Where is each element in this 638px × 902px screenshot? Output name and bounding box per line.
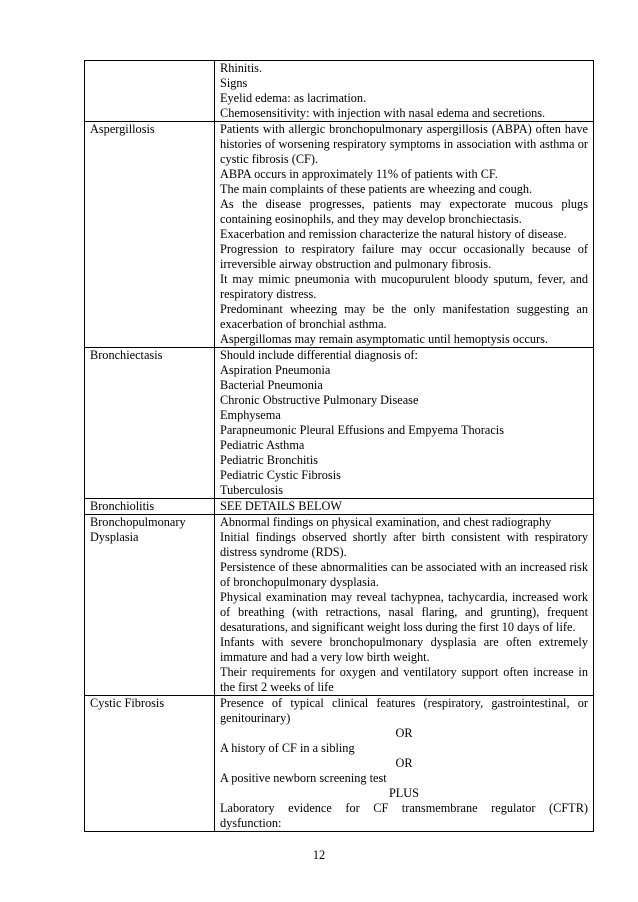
details-cell [215, 515, 594, 696]
detail-line: Laboratory evidence for CF transmembrane regulator (CFTR) dysfunction: [220, 801, 588, 830]
details-cell [215, 499, 594, 515]
diagnosis-table [84, 60, 594, 832]
detail-line: Initial findings observed shortly after birth consistent with respiratory distress syndrome (RDS). [220, 530, 588, 559]
term-cell: Aspergillosis [85, 122, 215, 348]
detail-line: Progression to respiratory failure may occur occasionally because of irreversible airway obstruction and pulmonary fibrosis. [220, 242, 588, 271]
detail-line: Exacerbation and remission characterize the natural history of disease. [220, 227, 567, 241]
detail-line: Physical examination may reveal tachypnea, tachycardia, increased work of breathing (with retractions, nasal flaring, and grunting), frequent desaturations, and significant weight loss during the first 10 days of life. [220, 590, 588, 634]
detail-line: Signs [220, 76, 248, 90]
detail-line: Infants with severe bronchopulmonary dysplasia are often extremely immature and had a very low birth weight. [220, 635, 588, 664]
term-cell: Cystic Fibrosis [85, 696, 215, 832]
detail-line: Presence of typical clinical features (respiratory, gastrointestinal, or genitourinary) [220, 696, 588, 725]
detail-line: Chemosensitivity: with injection with nasal edema and secretions. [220, 106, 546, 120]
term-cell: Bronchiolitis [85, 499, 215, 515]
detail-line: A positive newborn screening test [220, 771, 387, 785]
detail-line-or: OR [395, 726, 413, 740]
detail-line: Eyelid edema: as lacrimation. [220, 91, 367, 105]
table-row-bronchiolitis [85, 499, 594, 515]
detail-line: Patients with allergic bronchopulmonary aspergillosis (ABPA) often have histories of worsening respiratory symptoms in association with asthma or cystic fibrosis (CF). [220, 122, 588, 166]
detail-line: ABPA occurs in approximately 11% of patients with CF. [220, 167, 498, 181]
table-row-aspergillosis [85, 122, 594, 348]
detail-line: Should include differential diagnosis of: [220, 348, 418, 362]
detail-line: Bacterial Pneumonia [220, 378, 323, 392]
table-row-bronchopulmonary-dysplasia [85, 515, 594, 696]
term-cell: Bronchiectasis [85, 348, 215, 499]
detail-line: It may mimic pneumonia with mucopurulent bloody sputum, fever, and respiratory distress. [220, 272, 588, 301]
detail-line: Chronic Obstructive Pulmonary Disease [220, 393, 419, 407]
detail-line: Pediatric Cystic Fibrosis [220, 468, 341, 482]
detail-line: Aspiration Pneumonia [220, 363, 331, 377]
details-cell [215, 348, 594, 499]
details-cell [215, 696, 594, 832]
table-row-bronchiectasis [85, 348, 594, 499]
detail-line: A history of CF in a sibling [220, 741, 355, 755]
table-row-cystic-fibrosis [85, 696, 594, 832]
detail-line: Aspergillomas may remain asymptomatic until hemoptysis occurs. [220, 332, 548, 346]
detail-line: Their requirements for oxygen and ventilatory support often increase in the first 2 weeks of life [220, 665, 588, 694]
details-cell [215, 61, 594, 122]
detail-line: Tuberculosis [220, 483, 284, 497]
detail-line: Emphysema [220, 408, 281, 422]
detail-line-or: OR [395, 756, 413, 770]
detail-line: SEE DETAILS BELOW [220, 499, 342, 513]
detail-line: Predominant wheezing may be the only manifestation suggesting an exacerbation of bronchial asthma. [220, 302, 588, 331]
detail-line: Persistence of these abnormalities can be associated with an increased risk of bronchopulmonary dysplasia. [220, 560, 588, 589]
term-cell: Bronchopulmonary Dysplasia [85, 515, 215, 696]
detail-line: Pediatric Bronchitis [220, 453, 319, 467]
detail-line-plus: PLUS [388, 786, 420, 800]
detail-line: Abnormal findings on physical examination, and chest radiography [220, 515, 552, 529]
detail-line: Rhinitis. [220, 61, 263, 75]
detail-line: Parapneumonic Pleural Effusions and Empyema Thoracis [220, 423, 505, 437]
table-row-continued [85, 61, 594, 122]
detail-line: As the disease progresses, patients may expectorate mucous plugs containing eosinophils, and they may develop bronchiectasis. [220, 197, 588, 226]
page-number: 12 [312, 848, 326, 862]
detail-line: The main complaints of these patients are wheezing and cough. [220, 182, 533, 196]
detail-line: Pediatric Asthma [220, 438, 305, 452]
details-cell [215, 122, 594, 348]
term-cell [85, 61, 215, 122]
